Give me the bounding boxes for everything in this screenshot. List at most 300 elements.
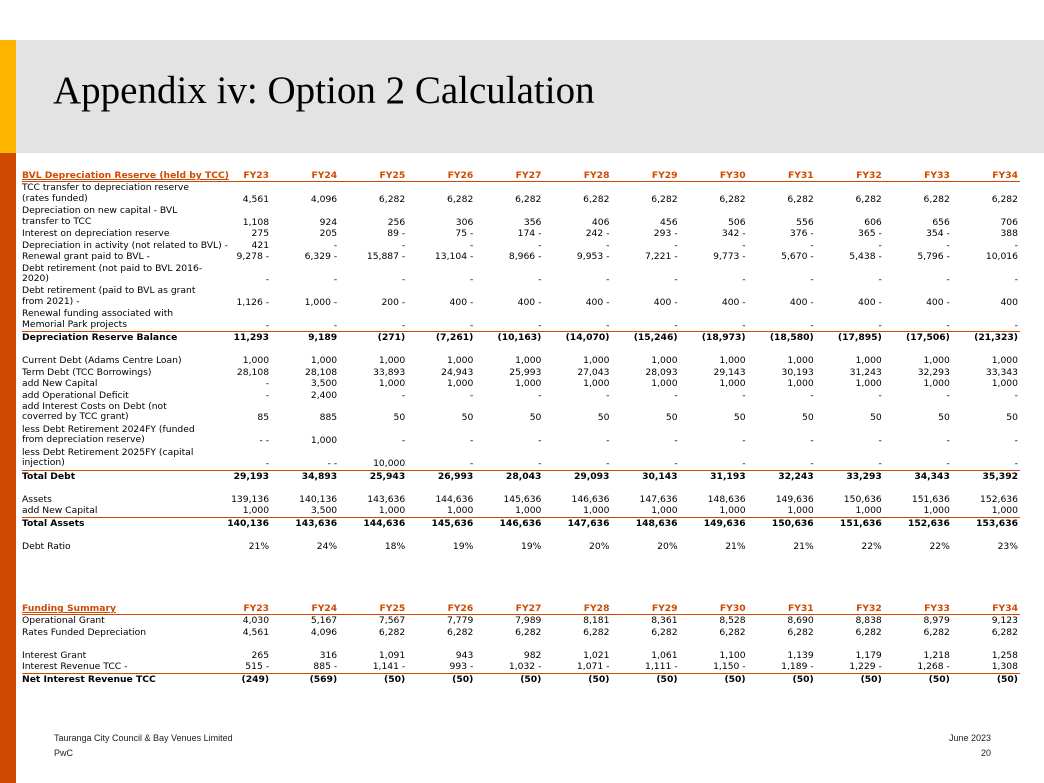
cell-value: 6,282 [855, 193, 882, 205]
cell-value: - [606, 319, 610, 331]
cell-value: 21% [725, 540, 746, 552]
cell-value: 75 - [455, 228, 474, 240]
cell-value: 50 [529, 412, 542, 424]
table-row [22, 355, 1020, 366]
cell-value: (50) [748, 673, 816, 685]
cell-value: - [469, 435, 474, 447]
cell-value: (10,163) [475, 332, 543, 344]
cell-value: 388 [1000, 228, 1018, 240]
row-label: Current Debt (Adams Centre Loan) [22, 355, 182, 367]
cell-value: 342 - [721, 228, 746, 240]
cell-value: 146,636 [571, 493, 610, 505]
year-header: FY28 [543, 603, 611, 615]
cell-value: 1,000 [651, 355, 678, 367]
cell-value: - [538, 319, 542, 331]
cell-value: 149,636 [680, 517, 748, 529]
cell-value: 6,282 [651, 626, 678, 638]
cell-value: 32,243 [748, 470, 816, 482]
table-row [22, 650, 1020, 661]
table-row [22, 285, 1020, 308]
cell-value: 4,096 [310, 193, 338, 205]
cell-value: 6,282 [991, 626, 1018, 638]
cell-value: 400 - [517, 296, 542, 308]
cell-value: 50 [802, 412, 814, 424]
cell-value: 31,243 [849, 366, 882, 378]
cell-value: (15,246) [611, 332, 679, 344]
cell-value: 1,108 [242, 216, 270, 228]
row-label: Depreciation in activity (not related to BVL) - [22, 239, 228, 251]
cell-value: 19% [452, 540, 474, 552]
cell-value: 24% [316, 540, 338, 552]
cell-value: 35,392 [952, 470, 1020, 482]
cell-value: 1,000 [719, 378, 746, 390]
cell-value: 28,093 [645, 366, 678, 378]
cell-value: 50 [938, 412, 950, 424]
footer-firm: PwC [54, 748, 74, 758]
cell-value: 1,000 [991, 505, 1018, 517]
cell-value: - [946, 319, 950, 331]
table-row [22, 182, 1020, 205]
year-header: FY30 [680, 603, 748, 615]
cell-value: 400 [1000, 296, 1018, 308]
cell-value: 885 [319, 412, 338, 424]
cell-value: 456 [660, 216, 678, 228]
cell-value: 31,193 [680, 470, 748, 482]
table-row [22, 263, 1020, 286]
cell-value: 5,670 - [781, 251, 814, 263]
cell-value: 20% [657, 540, 678, 552]
cell-value: 1,229 - [849, 661, 882, 673]
year-header: FY33 [884, 603, 952, 615]
row-label: Depreciation Reserve Balance [22, 332, 203, 344]
table-header-label: BVL Depreciation Reserve (held by TCC) [22, 170, 229, 182]
cell-value: 885 - [313, 661, 338, 673]
cell-value: 9,953 - [576, 251, 610, 263]
cell-value: 400 - [449, 296, 474, 308]
cell-value: 3,500 [310, 505, 338, 517]
cell-value: 356 [523, 216, 542, 228]
cell-value: 143,636 [367, 493, 406, 505]
year-header: FY32 [816, 170, 884, 182]
cell-value: 6,282 [719, 626, 746, 638]
cell-value: 1,268 - [917, 661, 950, 673]
year-header: FY29 [611, 603, 679, 615]
table-row [22, 367, 1020, 378]
year-header: FY23 [203, 170, 271, 182]
cell-value: 606 [864, 216, 882, 228]
cell-value: 140,136 [203, 517, 271, 529]
cell-value: - [810, 274, 814, 286]
cell-value: - [1014, 458, 1018, 470]
page-title: Appendix iv: Option 2 Calculation [53, 69, 595, 112]
cell-value: 152,636 [980, 493, 1018, 505]
cell-value: 7,779 [447, 615, 474, 627]
cell-value: 30,143 [611, 470, 679, 482]
cell-value: 1,000 [242, 505, 270, 517]
depreciation-reserve-table [22, 170, 1020, 552]
cell-value: 400 - [585, 296, 610, 308]
cell-value: 6,282 [583, 193, 610, 205]
cell-value: 1,000 [855, 355, 882, 367]
cell-value: 50 [665, 412, 678, 424]
cell-value: (50) [816, 673, 884, 685]
cell-value: 152,636 [884, 517, 952, 529]
cell-value: (7,261) [407, 332, 475, 344]
cell-value: 1,000 [991, 355, 1018, 367]
table-row [22, 505, 1020, 517]
cell-value: - [265, 389, 270, 401]
cell-value: 50 [461, 412, 474, 424]
row-label: Term Debt (TCC Borrowings) [22, 366, 152, 378]
cell-value: 275 [251, 228, 270, 240]
cell-value: 556 [796, 216, 814, 228]
cell-value: (50) [339, 673, 407, 685]
cell-value: 21% [793, 540, 814, 552]
cell-value: 1,000 [583, 378, 610, 390]
cell-value: 506 [728, 216, 746, 228]
cell-value: - [1014, 319, 1018, 331]
cell-value: 7,567 [378, 615, 406, 627]
row-label: Renewal grant paid to BVL - [22, 251, 150, 263]
year-header: FY27 [475, 170, 543, 182]
cell-value: 33,293 [816, 470, 884, 482]
cell-value: - [401, 319, 406, 331]
cell-value: - [333, 319, 338, 331]
cell-value: 6,282 [378, 193, 406, 205]
year-header: FY25 [339, 603, 407, 615]
row-label: TCC transfer to depreciation reserve (rates funded) [22, 182, 190, 204]
cell-value: 6,282 [923, 626, 950, 638]
cell-value: 1,150 - [713, 661, 746, 673]
cell-value: (249) [203, 673, 271, 685]
year-header: FY26 [407, 603, 475, 615]
cell-value: - [265, 319, 270, 331]
year-header: FY31 [748, 603, 816, 615]
cell-value: 148,636 [611, 517, 679, 529]
cell-value: 9,189 [271, 332, 339, 344]
spacer-row [22, 638, 1020, 650]
cell-value: - [878, 458, 882, 470]
year-header: FY24 [271, 603, 339, 615]
cell-value: 1,000 [923, 378, 950, 390]
cell-value: 1,000 [378, 505, 406, 517]
cell-value: - [333, 274, 338, 286]
row-label: Debt retirement (paid to BVL as grant from 2021) - [22, 285, 196, 307]
cell-value: 29,093 [543, 470, 611, 482]
cell-value: 5,438 - [849, 251, 882, 263]
cell-value: - [265, 274, 270, 286]
cell-value: 1,071 - [576, 661, 610, 673]
table-row [22, 251, 1020, 262]
cell-value: 1,000 [515, 505, 542, 517]
cell-value: 4,561 [242, 626, 270, 638]
cell-value: 1,000 [447, 505, 474, 517]
cell-value: 400 - [653, 296, 678, 308]
cell-value: 29,193 [203, 470, 271, 482]
cell-value: 25,943 [339, 470, 407, 482]
cell-value: 5,167 [310, 615, 338, 627]
cell-value: - [265, 378, 270, 390]
row-label: Total Assets [22, 517, 203, 529]
cell-value: 924 [319, 216, 338, 228]
cell-value: 1,000 [583, 355, 610, 367]
cell-value: 147,636 [543, 517, 611, 529]
cell-value: 421 [251, 239, 270, 251]
cell-value: - [1014, 389, 1018, 401]
cell-value: - [401, 389, 406, 401]
cell-value: 1,000 [855, 505, 882, 517]
table-row [22, 240, 1020, 251]
cell-value: 400 - [926, 296, 950, 308]
row-label: add New Capital [22, 505, 98, 517]
cell-value: (50) [611, 673, 679, 685]
table-row [22, 447, 1020, 470]
row-label: add New Capital [22, 378, 98, 390]
cell-value: 1,308 [991, 661, 1018, 673]
year-header: FY30 [680, 170, 748, 182]
year-header: FY34 [952, 170, 1020, 182]
cell-value: - [878, 319, 882, 331]
cell-value: - [469, 458, 474, 470]
cell-value: 6,282 [991, 193, 1018, 205]
cell-value: 20% [589, 540, 610, 552]
cell-value: 400 - [789, 296, 814, 308]
cell-value: - - [327, 458, 338, 470]
cell-value: - [674, 239, 678, 251]
row-label: less Debt Retirement 2024FY (funded from depreciation reserve) [22, 423, 195, 446]
cell-value: - [946, 389, 950, 401]
cell-value: 9,773 - [713, 251, 746, 263]
cell-value: (569) [271, 673, 339, 685]
table-row [22, 615, 1020, 627]
row-label: Debt retirement (not paid to BVL 2016-2020) [22, 262, 203, 285]
cell-value: (50) [680, 673, 748, 685]
cell-value: - [401, 274, 406, 286]
cell-value: - [878, 389, 882, 401]
spacer-cell [22, 529, 1020, 541]
cell-value: 144,636 [339, 517, 407, 529]
cell-value: 1,000 [583, 505, 610, 517]
cell-value: 1,000 [310, 355, 338, 367]
cell-value: 23% [997, 540, 1018, 552]
cell-value: - [878, 274, 882, 286]
cell-value: (50) [475, 673, 543, 685]
cell-value: - [606, 239, 610, 251]
table-row [22, 424, 1020, 447]
cell-value: 1,000 [378, 355, 406, 367]
cell-value: 7,221 - [645, 251, 678, 263]
cell-value: 145,636 [503, 493, 542, 505]
cell-value: 143,636 [271, 517, 339, 529]
cell-value: 2,400 [310, 389, 338, 401]
table-header-label: Funding Summary [22, 603, 203, 615]
cell-value: (17,506) [884, 332, 952, 344]
cell-value: 8,838 [855, 615, 882, 627]
cell-value: 33,343 [985, 366, 1018, 378]
cell-value: - [742, 239, 746, 251]
year-header: FY33 [884, 170, 952, 182]
cell-value: - [469, 239, 474, 251]
cell-value: 6,282 [787, 626, 814, 638]
footer-date: June 2023 [948, 733, 991, 743]
cell-value: (18,580) [748, 332, 816, 344]
cell-value: - [401, 239, 406, 251]
cell-value: 8,690 [787, 615, 814, 627]
cell-value: 18% [384, 540, 406, 552]
cell-value: - [742, 274, 746, 286]
cell-value: 4,030 [242, 615, 270, 627]
cell-value: - [674, 389, 678, 401]
table-row [22, 378, 1020, 389]
row-label: Interest Grant [22, 649, 87, 661]
row-label: Interest on depreciation reserve [22, 228, 170, 240]
cell-value: 153,636 [952, 517, 1020, 529]
table-row [22, 390, 1020, 401]
cell-value: 1,000 [719, 355, 746, 367]
cell-value: - [810, 458, 814, 470]
cell-value: 1,000 [651, 505, 678, 517]
cell-value: 1,000 [447, 355, 474, 367]
cell-value: 8,979 [923, 615, 950, 627]
cell-value: 365 - [858, 228, 882, 240]
cell-value: - [469, 319, 474, 331]
cell-value: 1,000 [310, 435, 338, 447]
cell-value: - [538, 458, 542, 470]
total-row [22, 470, 1020, 482]
cell-value: 8,966 - [508, 251, 542, 263]
cell-value: 943 [455, 649, 474, 661]
cell-value: 15,887 - [366, 251, 406, 263]
cell-value: 256 [387, 216, 406, 228]
cell-value: 6,282 [787, 193, 814, 205]
page-number: 20 [980, 748, 991, 758]
row-label: Rates Funded Depreciation [22, 626, 147, 638]
cell-value: 515 - [245, 661, 270, 673]
cell-value: - [946, 458, 950, 470]
row-label: Operational Grant [22, 615, 105, 627]
cell-value: 1,000 - [304, 296, 338, 308]
year-header: FY28 [543, 170, 611, 182]
cell-value: 316 [319, 649, 338, 661]
cell-value: - [742, 389, 746, 401]
cell-value: 6,282 [923, 193, 950, 205]
cell-value: 10,000 [373, 458, 406, 470]
row-label: Renewal funding associated with Memorial Park projects [22, 308, 174, 330]
cell-value: - [469, 389, 474, 401]
year-header: FY27 [475, 603, 543, 615]
cell-value: 10,016 [985, 251, 1018, 263]
cell-value: 1,000 [651, 378, 678, 390]
cell-value: 33,893 [373, 366, 406, 378]
cell-value: 149,636 [775, 493, 814, 505]
cell-value: 29,143 [713, 366, 746, 378]
cell-value: 265 [251, 649, 270, 661]
cell-value: 200 - [381, 296, 406, 308]
cell-value: 21% [248, 540, 270, 552]
cell-value: 34,343 [884, 470, 952, 482]
row-label: Debt Ratio [22, 540, 71, 552]
year-header: FY31 [748, 170, 816, 182]
cell-value: - [1014, 435, 1018, 447]
cell-value: 293 - [653, 228, 678, 240]
footer-left [54, 731, 233, 761]
table-row [22, 205, 1020, 228]
cell-value: 1,000 [923, 355, 950, 367]
cell-value: 34,893 [271, 470, 339, 482]
cell-value: (50) [952, 673, 1020, 685]
cell-value: 6,329 - [304, 251, 338, 263]
cell-value: - [674, 274, 678, 286]
cell-value: 1,000 [923, 505, 950, 517]
cell-value: 151,636 [816, 517, 884, 529]
cell-value: (50) [884, 673, 952, 685]
accent-bar-orange [0, 153, 16, 783]
cell-value: 1,000 [242, 355, 270, 367]
cell-value: 19% [520, 540, 542, 552]
year-header: FY25 [339, 170, 407, 182]
total-row [22, 332, 1020, 344]
cell-value: 1,111 - [645, 661, 678, 673]
cell-value: 706 [1000, 216, 1018, 228]
cell-value: 13,104 - [434, 251, 474, 263]
spacer-cell [22, 638, 1020, 650]
cell-value: - [810, 435, 814, 447]
cell-value: 8,181 [583, 615, 610, 627]
cell-value: 147,636 [639, 493, 678, 505]
cell-value: 150,636 [748, 517, 816, 529]
funding-summary-table [22, 603, 1020, 685]
spacer-row [22, 344, 1020, 356]
cell-value: (17,895) [816, 332, 884, 344]
year-header: FY34 [952, 603, 1020, 615]
cell-value: 11,293 [203, 332, 271, 344]
cell-value: - [742, 435, 746, 447]
row-label: add Interest Costs on Debt (not coverred by TCC grant) [22, 400, 167, 423]
row-label: less Debt Retirement 2025FY (capital injection) [22, 446, 194, 469]
year-header: FY29 [611, 170, 679, 182]
cell-value: 50 [870, 412, 882, 424]
cell-value: 1,000 [787, 378, 814, 390]
cell-value: 1,179 [855, 649, 882, 661]
cell-value: 4,096 [310, 626, 338, 638]
cell-value: 1,000 [515, 355, 542, 367]
cell-value: 1,091 [378, 649, 406, 661]
cell-value: 205 [319, 228, 338, 240]
footer-organisation: Tauranga City Council & Bay Venues Limited [54, 733, 233, 743]
cell-value: 1,189 - [781, 661, 814, 673]
cell-value: 982 [523, 649, 542, 661]
cell-value: - [538, 389, 542, 401]
cell-value: 5,796 - [917, 251, 950, 263]
cell-value: 993 - [449, 661, 474, 673]
cell-value: - - [259, 435, 270, 447]
cell-value: 1,141 - [372, 661, 406, 673]
cell-value: - [742, 319, 746, 331]
cell-value: - [1014, 239, 1018, 251]
cell-value: 8,361 [651, 615, 678, 627]
cell-value: - [1014, 274, 1018, 286]
table-header-row [22, 170, 1020, 182]
cell-value: (14,070) [543, 332, 611, 344]
cell-value: - [265, 458, 270, 470]
cell-value: 50 [393, 412, 406, 424]
footer-right [949, 731, 991, 761]
table-row [22, 308, 1020, 331]
cell-value: 406 [591, 216, 610, 228]
cell-value: 1,000 [719, 505, 746, 517]
year-header: FY26 [407, 170, 475, 182]
cell-value: 50 [1006, 412, 1018, 424]
